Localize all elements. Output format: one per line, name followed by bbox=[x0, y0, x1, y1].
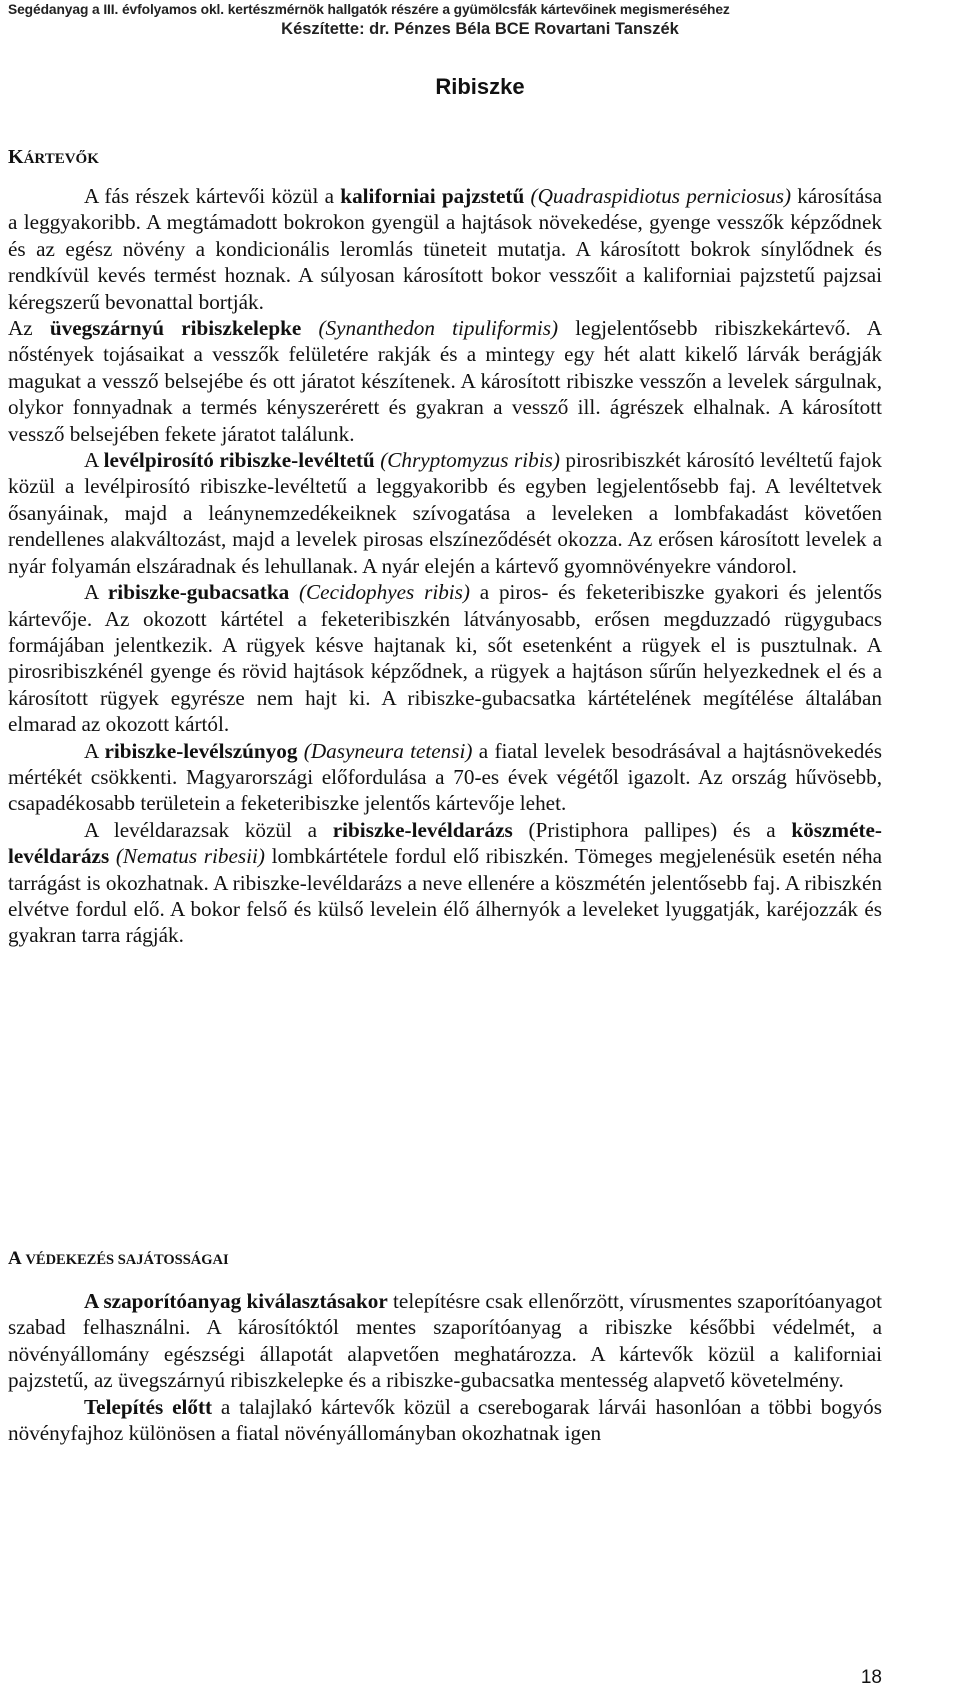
paragraph-clearwing: Az üvegszárnyú ribiszkelepke (Synanthedon tipuliformis) legjelentősebb ribiszkekártevő. A nőstények tojásaikat a vesszők felületére rakják és a mintegy egy hét alatt kikelő lárvák berágják magukat a vessző belsejébe és ott járatot készítenek. A károsított ribiszke vesszőn a levelek sárgulnak, olykor fonnyadnak a termés kényszerérett és gyakran a vessző ill. ágrészek elhalnak. A károsított vessző belsejében fekete járatot találunk. bbox=[8, 316, 883, 446]
paragraph-propagation: A szaporítóanyag kiválasztásakor telepítésre csak ellenőrzött, vírusmentes szaporítóanyagot szabad felhasználni. A károsítóktól mentes szaporítóanyag a ribiszke későbbi védelmét, a növényállomány egészségi állapotát alapvetően meghatározza. A kártevők közül a kaliforniai pajzstetű, az üvegszárnyú ribiszkelepke és a ribiszke-gubacsatka mentesség alapvető követelmény. bbox=[8, 1289, 883, 1393]
section-heading-kartevok: KÁRTEVŐK bbox=[8, 146, 99, 168]
pests-body bbox=[8, 183, 882, 949]
paragraph-aphid: A levélpirosító ribiszke-levéltetű (Chryptomyzus ribis) pirosribiszkét károsító levéltetű fajok közül a levélpirosító ribiszke-levéltetű a leggyakoribb és egyben legjelentősebb faj. A levéltetvek ősanyáinak, majd a leánynemzedékeiknek szívogatása a leveleken a lombfakadást követően rendellenes alakváltozást, majd a levelek pirosas elszíneződését okozza. Az erősen károsított levelek a nyár folyamán elszáradnak és lehullanak. A nyár elején a kártevő gyomnövényekre vándorol. bbox=[8, 448, 882, 578]
page-title: Ribiszke bbox=[435, 74, 525, 99]
page-number: 18 bbox=[860, 1667, 882, 1688]
paragraph-leaf-midge: A ribiszke-levélszúnyog (Dasyneura tetensi) a fiatal levelek besodrásával a hajtásnövekedés mértékét csökkenti. Magyarországi előfordulása a 70-es évek végétől igazolt. Az ország hűvösebb, csapadékosabb területein a feketeribiszke jelentős kártevője lehet. bbox=[8, 738, 882, 816]
header-line-1: Segédanyag a III. évfolyamos okl. kertészmérnök hallgatók részére a gyümölcsfák kártevőinek megismeréséhez bbox=[8, 2, 730, 17]
paragraph-scale: A fás részek kártevői közül a kaliforniai pajzstetű (Quadraspidiotus perniciosus) károsítása a leggyakoribb. A megtámadott bokrokon gyengül a hajtások növekedése, gyenge vesszők képződnek és az egész növény a kondicionális leromlás tüneteit mutatja. A károsított bokrok sínylődnek és rendkívül kevés termést hoznak. A súlyosan károsított bokor vesszőit a kaliforniai pajzstetű pajzsai kéregszerű bevonattal bortják. bbox=[8, 184, 882, 314]
paragraph-gall-mite: A ribiszke-gubacsatka (Cecidophyes ribis) a piros- és feketeribiszke gyakori és jelentős kártevője. Az okozott kártétel a feketeribiszkén látványosabb, erősen megduzzadó rügygubacs formájában jelentkezik. A rügyek késve hajtanak ki, sőt esetenként a rügyek el is pusztulnak. A pirosribiszkénél gyenge és rövid hajtások képződnek, a rügyek a hajtáson sűrűn helyezkednek el és a károsított rügyek egyrésze nem hajt ki. A ribiszke-gubacsatka kártételének megítélése általában elmarad az okozott kártól. bbox=[8, 580, 882, 737]
paragraph-sawflies: A levéldarazsak közül a ribiszke-levéldarázs (Pristiphora pallipes) és a köszméte-levéldarázs (Nematus ribesii) lombkártétele fordul elő ribiszkén. Tömeges megjelenésük esetén néha tarrágást is okozhatnak. A ribiszke-levéldarázs a neve ellenére a köszmétén jelentősebb faj. A ribiszkén elvétve fordul elő. A bokor felső és külső levelein élő álhernyók a leveleket lyuggatják, karéjozzák és gyakran tarra rágják. bbox=[8, 817, 882, 948]
paragraph-before-planting: Telepítés előtt a talajlakó kártevők közül a cserebogarak lárvái hasonlóan a többi bogyós növényfajhoz különösen a fiatal növényállományban okozhatnak igen bbox=[8, 1394, 882, 1446]
header-line-2: Készítette: dr. Pénzes Béla BCE Rovartani Tanszék bbox=[281, 20, 679, 38]
section-heading-vedekezes: A VÉDEKEZÉS SAJÁTOSSÁGAI bbox=[8, 1248, 229, 1269]
protection-body bbox=[8, 1288, 882, 1446]
